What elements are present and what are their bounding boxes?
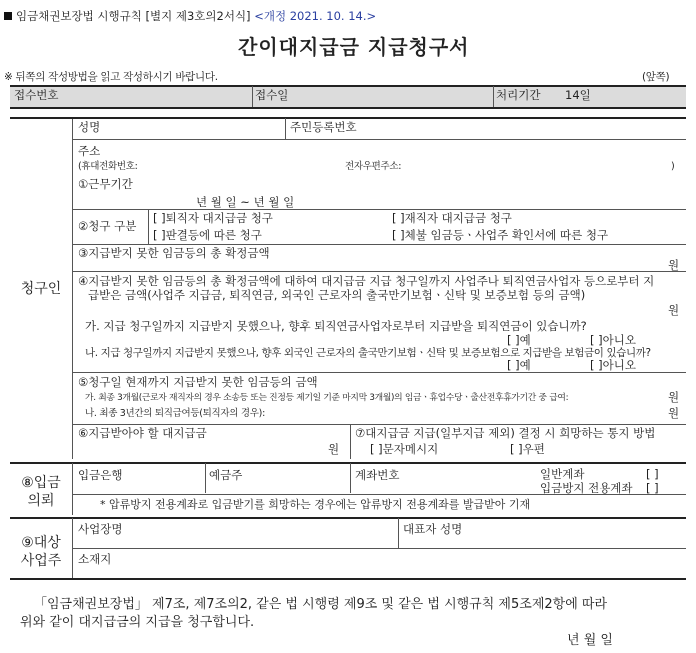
option-employed-claim[interactable]: [ ]재직자 대지급금 청구 bbox=[392, 211, 512, 225]
general-account-label: 일반계좌 bbox=[540, 467, 585, 481]
bank-label[interactable]: 입금은행 bbox=[78, 468, 123, 482]
insurance-no[interactable]: [ ]아니오 bbox=[590, 358, 636, 372]
divider bbox=[72, 424, 686, 425]
claim-type-label: ②청구 구분 bbox=[78, 219, 137, 233]
divider bbox=[72, 139, 686, 140]
account-section-line1: ⑧입금 bbox=[21, 475, 61, 491]
employer-section-line1: ⑨대상 bbox=[21, 535, 61, 551]
account-holder-label[interactable]: 예금주 bbox=[209, 468, 243, 482]
pension-yes[interactable]: [ ]예 bbox=[507, 333, 531, 347]
divider bbox=[10, 462, 686, 464]
unpaid-severance-won[interactable]: 원 bbox=[668, 406, 680, 420]
unpaid-current-label: ⑤청구일 현재까지 지급받지 못한 임금등의 금액 bbox=[78, 375, 318, 389]
question-pension: 가. 지급 청구일까지 지급받지 못했으나, 향후 퇴직연금사업자로부터 지급받을 퇴직연금이 있습니까? bbox=[85, 319, 587, 333]
resident-number-label[interactable]: 주민등록번호 bbox=[290, 120, 357, 134]
question-insurance: 나. 지급 청구일까지 지급받지 못했으나, 향후 외국인 근로자의 출국만기보험ㆍ신탁 및 보증보험으로 지급받을 보험금이 있습니까? bbox=[85, 347, 651, 359]
divider bbox=[72, 548, 686, 549]
address-label[interactable]: 주소 bbox=[78, 144, 101, 158]
divider bbox=[72, 117, 73, 459]
claimant-section-label: 청구인 bbox=[20, 281, 62, 297]
option-judgment-claim[interactable]: [ ]판결등에 따른 청구 bbox=[153, 228, 262, 242]
law-reference: 임금채권보장법 시행규칙 [별지 제3호의2서식] bbox=[16, 9, 251, 23]
front-side-label: (앞쪽) bbox=[642, 71, 670, 83]
form-reference bbox=[4, 10, 376, 23]
received-amount-label-2: 급받은 금액(사업주 지급금, 퇴직연금, 외국인 근로자의 출국만기보험ㆍ신탁 및 보증보험 등의 금액) bbox=[88, 288, 586, 302]
unpaid-total-label: ③지급받지 못한 임금등의 총 확정금액 bbox=[78, 246, 270, 260]
representative-label[interactable]: 대표자 성명 bbox=[403, 522, 463, 536]
divider bbox=[148, 210, 149, 244]
divider bbox=[72, 463, 73, 515]
unpaid-total-won[interactable]: 원 bbox=[668, 258, 680, 272]
square-bullet-icon bbox=[4, 12, 12, 20]
received-amount-won[interactable]: 원 bbox=[668, 303, 680, 317]
phone-label[interactable]: (휴대전화번호: bbox=[78, 161, 138, 172]
unpaid-wages-won[interactable]: 원 bbox=[668, 390, 680, 404]
email-label[interactable]: 전자우편주소: bbox=[345, 161, 402, 172]
receipt-number-label: 접수번호 bbox=[14, 88, 59, 102]
divider bbox=[252, 86, 253, 107]
name-label[interactable]: 성명 bbox=[78, 120, 101, 134]
notify-sms-option[interactable]: [ ]문자메시지 bbox=[370, 442, 439, 456]
received-amount-label: ④지급받지 못한 임금등의 총 확정금액에 대하여 대지급금 지급 청구일까지 사업주나 퇴직연금사업자 등으로부터 지 bbox=[78, 274, 655, 288]
protected-account-check[interactable]: [ ] bbox=[646, 481, 659, 495]
divider bbox=[72, 244, 686, 245]
divider bbox=[493, 86, 494, 107]
declaration-line1: 「임금채권보장법」 제7조, 제7조의2, 같은 법 시행령 제9조 및 같은 법 시행규칙 제5조제2항에 따라 bbox=[34, 597, 608, 612]
account-number-label[interactable]: 계좌번호 bbox=[355, 468, 400, 482]
employer-section-label bbox=[10, 534, 72, 570]
divider bbox=[72, 494, 686, 495]
divider bbox=[10, 517, 686, 519]
close-paren: ) bbox=[671, 161, 675, 172]
divider bbox=[72, 372, 686, 373]
work-period-label: ①근무기간 bbox=[78, 177, 133, 191]
page-title: 간이대지급금 지급청구서 bbox=[238, 35, 470, 59]
pension-no[interactable]: [ ]아니오 bbox=[590, 333, 636, 347]
payable-amount-label: ⑥지급받아야 할 대지급금 bbox=[78, 426, 207, 440]
declaration-date[interactable]: 년 월 일 bbox=[567, 633, 613, 648]
divider bbox=[72, 209, 686, 210]
divider bbox=[72, 271, 686, 272]
divider bbox=[10, 85, 686, 87]
option-retired-claim[interactable]: [ ]퇴직자 대지급금 청구 bbox=[153, 211, 273, 225]
divider bbox=[205, 463, 206, 493]
declaration-line2: 위와 같이 대지급금의 지급을 청구합니다. bbox=[20, 615, 255, 630]
receipt-date-label: 접수일 bbox=[255, 88, 289, 102]
option-confirmation-claim[interactable]: [ ]체불 임금등ㆍ사업주 확인서에 따른 청구 bbox=[392, 228, 609, 242]
processing-period-value: 14일 bbox=[565, 88, 591, 102]
unpaid-severance-label: 나. 최종 3년간의 퇴직급여등(퇴직자의 경우): bbox=[85, 408, 265, 419]
employer-section-line2: 사업주 bbox=[20, 553, 62, 570]
business-name-label[interactable]: 사업장명 bbox=[78, 522, 123, 536]
divider bbox=[350, 425, 351, 459]
work-period-dates[interactable]: 년 월 일 ~ 년 월 일 bbox=[196, 195, 295, 209]
notify-mail-option[interactable]: [ ]우편 bbox=[510, 442, 545, 456]
payable-amount-won[interactable]: 원 bbox=[328, 442, 340, 456]
divider bbox=[10, 578, 686, 580]
account-note: * 압류방지 전용계좌로 입금받기를 희망하는 경우에는 압류방지 전용계좌를 발급받아 기재 bbox=[100, 498, 531, 511]
unpaid-wages-label: 가. 최종 3개월(근로자 재직자의 경우 소송등 또는 진정등 제기일 기준 마지막 3개월)의 임금ㆍ휴업수당ㆍ출산전후휴가기간 중 급여: bbox=[85, 393, 569, 403]
divider bbox=[398, 518, 399, 548]
revision-date: <개정 2021. 10. 14.> bbox=[254, 9, 377, 23]
protected-account-label: 입금방지 전용계좌 bbox=[540, 481, 633, 495]
notice-text: ※ 뒤쪽의 작성방법을 읽고 작성하시기 바랍니다. bbox=[4, 71, 218, 83]
divider bbox=[10, 117, 686, 119]
processing-period-label: 처리기간 bbox=[496, 88, 541, 102]
notify-method-label: ⑦대지급금 지급(일부지급 제외) 결정 시 희망하는 통지 방법 bbox=[355, 426, 656, 440]
account-section-line2: 의뢰 bbox=[27, 493, 55, 510]
divider bbox=[285, 118, 286, 139]
location-label[interactable]: 소재지 bbox=[78, 552, 112, 566]
divider bbox=[350, 463, 351, 493]
insurance-yes[interactable]: [ ]예 bbox=[507, 358, 531, 372]
account-section-label bbox=[10, 474, 72, 510]
divider bbox=[10, 107, 686, 109]
general-account-check[interactable]: [ ] bbox=[646, 467, 659, 481]
